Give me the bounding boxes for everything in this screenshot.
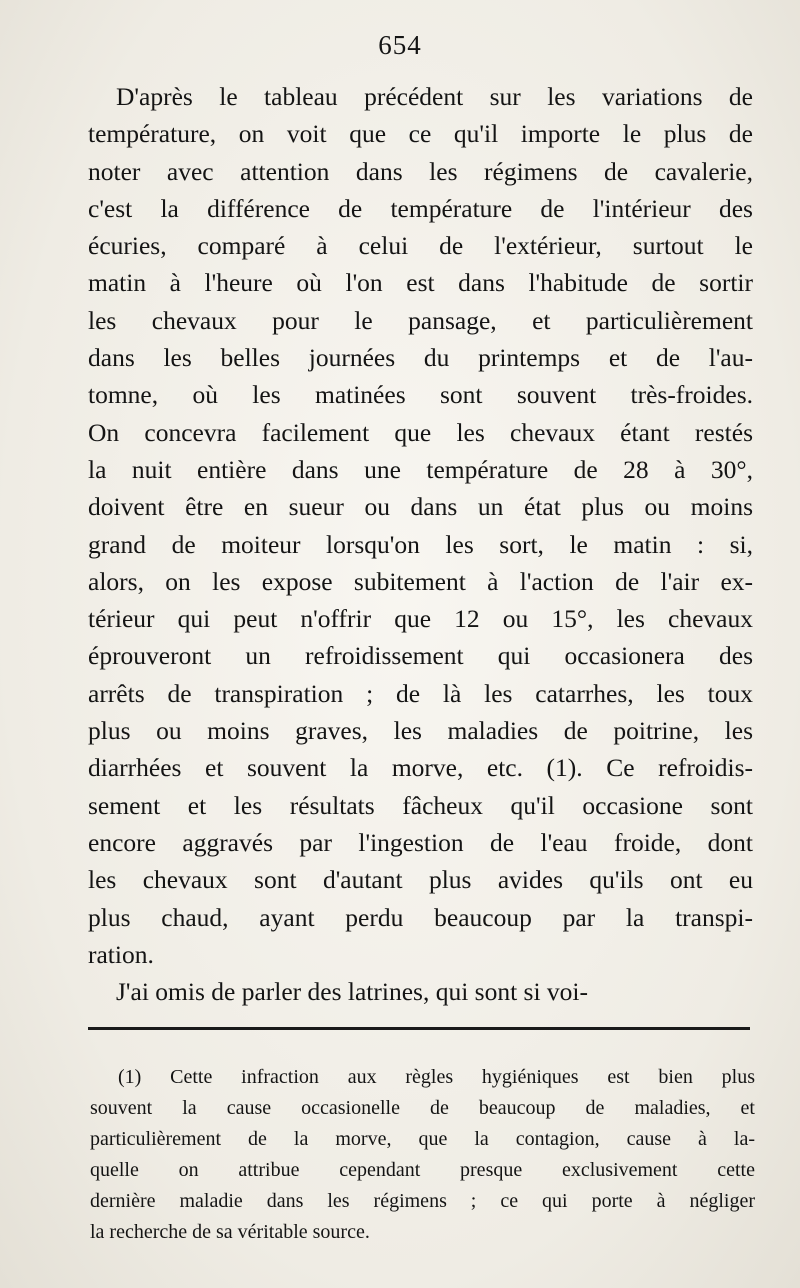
- text-line: les chevaux sont d'autant plus avides qu'ils ont eu: [88, 865, 753, 895]
- text-line: J'ai omis de parler des latrines, qui sont si voi-: [116, 977, 589, 1007]
- text-line: température, on voit que ce qu'il importe le plus de: [88, 119, 753, 149]
- text-line: la nuit entière dans une température de 28 à 30°,: [88, 454, 753, 484]
- footnote: [90, 1062, 755, 1248]
- text-line: térieur qui peut n'offrir que 12 ou 15°, les chevaux: [88, 604, 753, 634]
- text-line: éprouveront un refroidissement qui occasionera des: [88, 641, 753, 671]
- footnote-line: (1) Cette infraction aux règles hygiéniques est bien plus: [118, 1066, 755, 1088]
- text-line: diarrhées et souvent la morve, etc. (1). Ce refroidis-: [88, 753, 753, 783]
- footnote-line: dernière maladie dans les régimens ; ce qui porte à négliger: [90, 1190, 755, 1212]
- text-line: les chevaux pour le pansage, et particulièrement: [88, 305, 753, 335]
- text-line: dans les belles journées du printemps et de l'au-: [88, 343, 753, 373]
- text-line: plus chaud, ayant perdu beaucoup par la transpi-: [88, 902, 753, 932]
- text-line: encore aggravés par l'ingestion de l'eau froide, dont: [88, 827, 753, 857]
- body-text: [88, 78, 753, 1010]
- text-line: c'est la différence de température de l'intérieur des: [88, 193, 753, 223]
- text-line: arrêts de transpiration ; de là les catarrhes, les toux: [88, 678, 753, 708]
- text-line: tomne, où les matinées sont souvent très-froides.: [88, 380, 753, 410]
- text-line: doivent être en sueur ou dans un état plus ou moins: [88, 492, 753, 522]
- text-line: On concevra facilement que les chevaux étant restés: [88, 417, 753, 447]
- footnote-separator-rule: [88, 1027, 750, 1030]
- footnote-line: la recherche de sa véritable source.: [90, 1221, 370, 1243]
- text-line: noter avec attention dans les régimens de cavalerie,: [88, 156, 753, 186]
- text-line: D'après le tableau précédent sur les variations de: [116, 82, 753, 111]
- paragraph: [88, 973, 753, 1010]
- text-line: grand de moiteur lorsqu'on les sort, le matin : si,: [88, 529, 753, 559]
- text-line: plus ou moins graves, les maladies de poitrine, les: [88, 716, 753, 746]
- page-number: 654: [378, 30, 422, 60]
- footnote-line: quelle on attribue cependant presque exclusivement cette: [90, 1159, 755, 1181]
- footnote-line: particulièrement de la morve, que la contagion, cause à la-: [90, 1128, 755, 1150]
- text-line: écuries, comparé à celui de l'extérieur, surtout le: [88, 231, 753, 261]
- text-line: sement et les résultats fâcheux qu'il occasione sont: [88, 790, 753, 820]
- text-line: matin à l'heure où l'on est dans l'habitude de sortir: [88, 268, 753, 298]
- text-line: ration.: [88, 939, 154, 969]
- paragraph: [88, 78, 753, 973]
- footnote-line: souvent la cause occasionelle de beaucoup de maladies, et: [90, 1097, 755, 1119]
- text-line: alors, on les expose subitement à l'action de l'air ex-: [88, 566, 753, 596]
